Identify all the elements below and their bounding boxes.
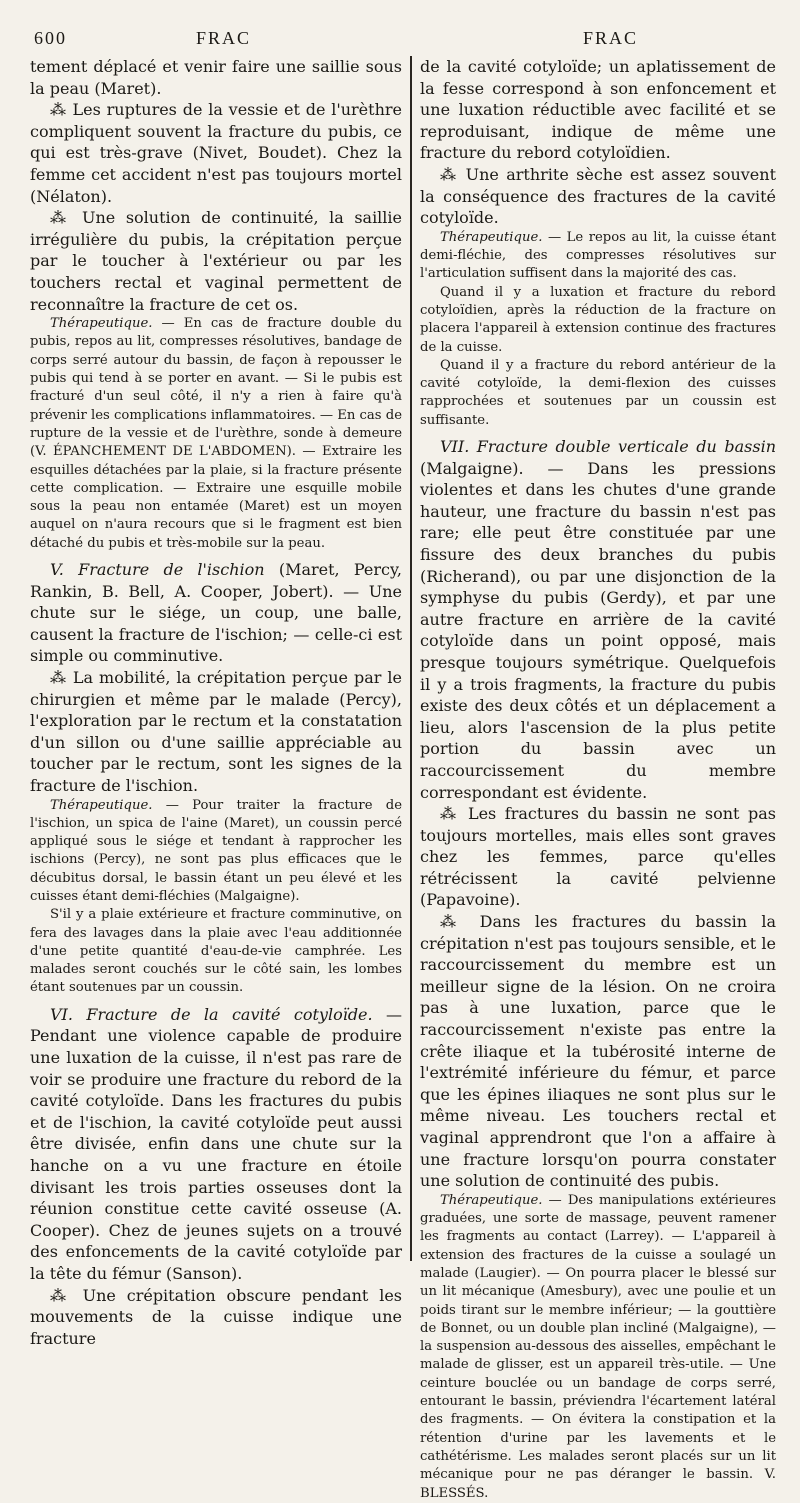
paragraph-r2 <box>420 164 776 229</box>
paragraph-l5 <box>30 559 402 667</box>
paragraph-heading: V. Fracture de l'ischion <box>50 559 265 579</box>
paragraph-l2 <box>30 99 402 207</box>
paragraph-heading: Thérapeutique. <box>50 316 153 332</box>
paragraph-heading: Thérapeutique. <box>440 229 543 245</box>
right-column <box>420 56 776 1503</box>
running-head-left: FRAC <box>196 28 252 48</box>
paragraph-r3 <box>420 229 776 284</box>
paragraph-text: ⁂ Une arthrite sèche est assez souvent la conséquence des fractures de la cavité cotyloïde. <box>420 164 776 228</box>
paragraph-text: — Des manipulations extérieures graduées, une sorte de massage, peuvent ramener les fragments au contact (Larrey). — L'appareil à extension des fractures de la cuisse a soulagé un malade (Laugier). — On pourra placer le blessé sur un lit mécanique (Amesbury), avec une poulie et un poids tirant sur le membre inférieur; — la gouttière de Bonnet, ou un double plan incliné (Malgaigne), — la suspension au-dessous des aisselles, empêchant le malade de glisser, est un appareil très-utile. — Une ceinture bouclée ou un bandage de corps serré, entourant le bassin, préviendra l'écartement latéral des fragments. — On évitera la constipation et la rétention d'urine par les lavements et le cathétérisme. Les malades seront placés sur un lit mécanique pour ne pas déranger le bassin. V. BLESSÉS. <box>420 1192 776 1501</box>
paragraph-text: — Pour traiter la fracture de l'ischion, un spica de l'aine (Maret), un coussin percé appliqué sous le siége et tendant à rapprocher les ischions (Percy), ne sont pas plus efficaces que le décubitus dorsal, le bassin étant un peu élevé et les cuisses étant demi-fléchies (Malgaigne). <box>30 797 402 904</box>
paragraph-r9 <box>420 1192 776 1503</box>
paragraph-text: ⁂ Dans les fractures du bassin la crépitation n'est pas toujours sensible, et le raccourcissement du membre est un meilleur signe de la lésion. On ne croira pas à une luxation, parce que le raccourcissement n'existe pas entre la crête iliaque et la tubérosité interne de l'extrémité inférieure du fémur, et parce que les épines iliaques ne sont plus sur le même niveau. Les touchers rectal et vaginal apprendront que l'on a affaire à une fracture lorsqu'on pourra constater une solution de continuité des pubis. <box>420 912 776 1191</box>
paragraph-r7 <box>420 803 776 911</box>
paragraph-l3 <box>30 207 402 315</box>
paragraph-l7 <box>30 797 402 907</box>
paragraph-text: de la cavité cotyloïde; un aplatissement de la fesse correspond à son enfoncement et une luxation réductible avec facilité et se reproduisant, indique de même une fracture du rebord cotyloïdien. <box>420 57 776 163</box>
paragraph-heading: VII. Fracture double verticale du bassin <box>440 437 776 457</box>
paragraph-l9 <box>30 1004 402 1285</box>
page-number: 600 <box>34 28 67 48</box>
paragraph-text: S'il y a plaie extérieure et fracture comminutive, on fera des lavages dans la plaie avec l'eau additionnée d'une petite quantité d'eau-de-vie camphrée. Les malades seront couchés sur le côté sain, les lombes étant soutenues par un coussin. <box>30 907 402 996</box>
column-divider <box>410 56 412 1261</box>
paragraph-text: ⁂ La mobilité, la crépitation perçue par le chirurgien et même par le malade (Percy), l'exploration par le rectum et la constatation d'un sillon ou d'une saillie appréciable au toucher par le rectum, sont les signes de la fracture de l'ischion. <box>30 667 402 795</box>
paragraph-text: ⁂ Une crépitation obscure pendant les mouvements de la cuisse indique une fracture <box>30 1285 402 1348</box>
paragraph-r1 <box>420 56 776 164</box>
paragraph-text: Quand il y a luxation et fracture du rebord cotyloïdien, après la réduction de la fracture on placera l'appareil à extension continue des fractures de la cuisse. <box>420 284 776 355</box>
paragraph-text: ⁂ Les fractures du bassin ne sont pas toujours mortelles, mais elles sont graves chez les femmes, parce qu'elles rétrécissent la cavité pelvienne (Papavoine). <box>420 804 776 910</box>
paragraph-text: (Maret, Percy, Rankin, B. Bell, A. Cooper, Jobert). — Une chute sur le siége, un coup, une balle, causent la fracture de l'ischion; — celle-ci est simple ou comminutive. <box>30 559 403 666</box>
paragraph-text: tement déplacé et venir faire une saillie sous la peau (Maret). <box>30 57 402 98</box>
paragraph-text: — Pendant une violence capable de produire une luxation de la cuisse, il n'est pas rare de voir se produire une fracture du rebord de la cavité cotyloïde. Dans les fractures du pubis et de l'ischion, la cavité cotyloïde peut aussi être divisée, enfin dans une chute sur la hanche on a vu une fracture en étoile divisant les trois parties osseuses dont la réunion constitue cette cavité osseuse (A. Cooper). Chez de jeunes sujets on a trouvé des enfoncements de la cavité cotyloïde par la tête du fémur (Sanson). <box>30 1004 403 1283</box>
paragraph-r5 <box>420 357 776 430</box>
paragraph-l8 <box>30 906 402 997</box>
paragraph-l6 <box>30 667 402 797</box>
paragraph-text: Quand il y a fracture du rebord antérieur de la cavité cotyloïde, la demi-flexion des cuisses rapprochées et soutenues par un coussin est suffisante. <box>420 357 776 428</box>
paragraph-heading: Thérapeutique. <box>440 1192 543 1208</box>
paragraph-text: (Malgaigne). — Dans les pressions violentes et dans les chutes d'une grande hauteur, une fracture du bassin n'est pas rare; elle peut être constituée par une fissure des deux branches du pubis (Richerand), ou par une disjonction de la symphyse du pubis (Gerdy), et par une autre fracture en arrière de la cavité cotyloïde dans un point opposé, mais presque toujours symétrique. Quelquefois il y a trois fragments, la fracture du pubis existe des deux côtés et un déplacement a lieu, alors l'ascension de la plus petite portion du bassin avec un raccourcissement du membre correspondant est évidente. <box>420 458 776 802</box>
running-head-right: FRAC <box>583 28 639 48</box>
paragraph-l1 <box>30 56 402 99</box>
paragraph-heading: Thérapeutique. <box>50 797 153 813</box>
paragraph-l10 <box>30 1285 402 1350</box>
paragraph-r6 <box>420 436 776 803</box>
left-column <box>30 56 402 1349</box>
paragraph-l4 <box>30 315 402 553</box>
paragraph-text: ⁂ Les ruptures de la vessie et de l'urèthre compliquent souvent la fracture du pubis, ce qui est très-grave (Nivet, Boudet). Chez la femme cet accident n'est pas toujours mortel (Nélaton). <box>30 100 402 206</box>
paragraph-heading: VI. Fracture de la cavité cotyloïde. <box>50 1004 373 1024</box>
paragraph-text: ⁂ Une solution de continuité, la saillie irrégulière du pubis, la crépitation perçue par le toucher à l'extérieur ou par les touchers rectal et vaginal permettent de reconnaître la fracture de cet os. <box>30 208 402 314</box>
page-header <box>0 28 800 54</box>
paragraph-r4 <box>420 284 776 357</box>
paragraph-text: — Le repos au lit, la cuisse étant demi-fléchie, des compresses résolutives sur l'articulation suffisent dans la majorité des cas. <box>420 229 776 282</box>
paragraph-text: — En cas de fracture double du pubis, repos au lit, compresses résolutives, bandage de corps serré autour du bassin, de façon à repousser le pubis qui tend à se porter en avant. — Si le pubis est fracturé d'un seul côté, il n'y a rien à faire qu'à prévenir les complications inflammatoires. — En cas de rupture de la vessie et de l'urèthre, sonde à demeure (V. ÉPANCHEMENT DE L'ABDOMEN). — Extraire les esquilles détachées par la plaie, si la fracture présente cette complication. — Extraire une esquille mobile sous la peau non entamée (Maret) est un moyen auquel on n'aura recours que si le fragment est bien détaché du pubis et très-mobile sur la peau. <box>30 316 402 551</box>
paragraph-r8 <box>420 911 776 1192</box>
